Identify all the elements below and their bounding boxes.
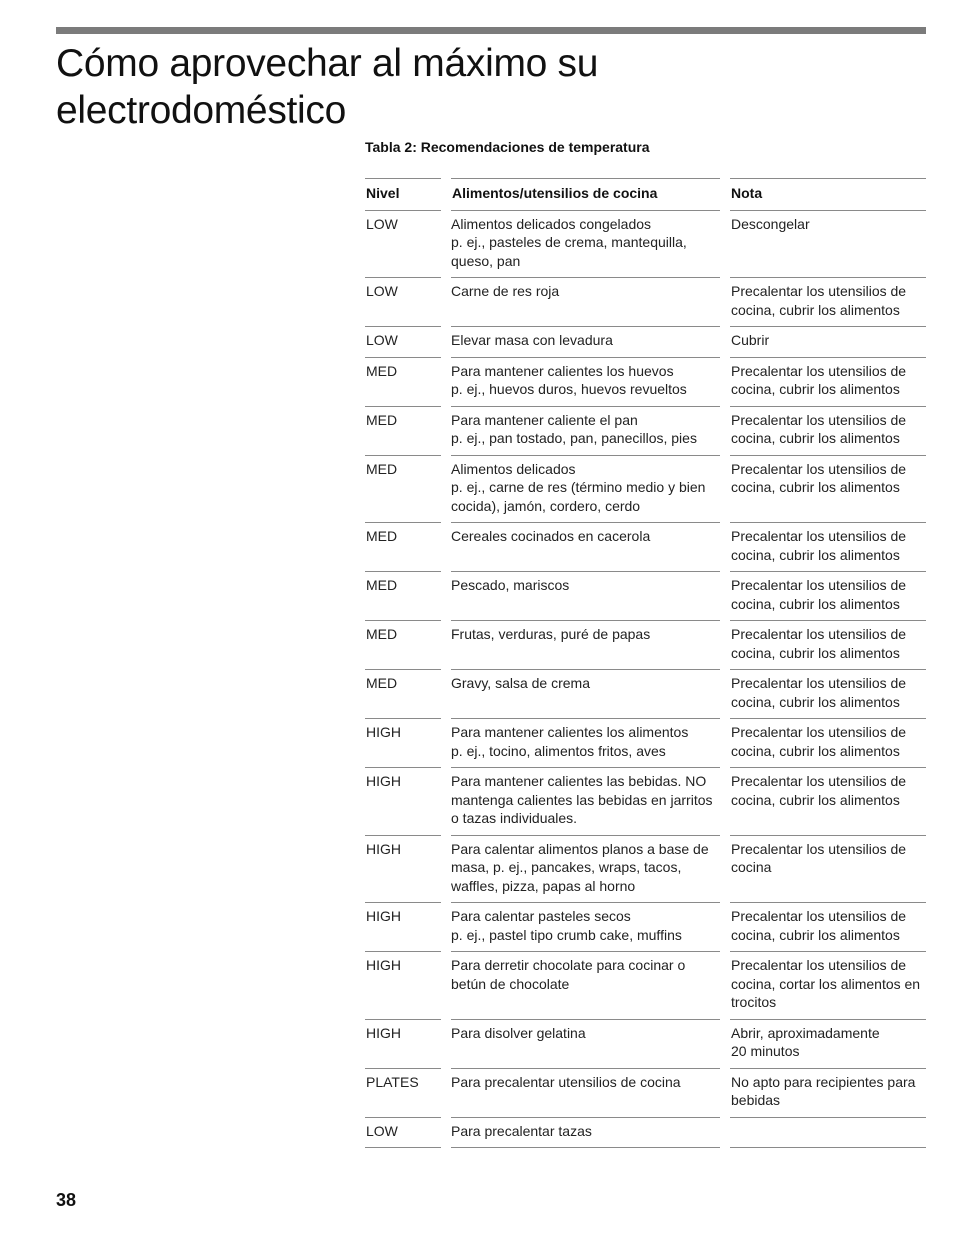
cell-level: HIGH [365,835,446,903]
table-row [365,327,926,358]
cell-note: Precalentar los utensilios de cocina, cortar los alimentos en trocitos [725,952,926,1020]
cell-food: Para derretir chocolate para cocinar o betún de chocolate [446,952,725,1020]
table-row [365,1019,926,1068]
table-row [365,357,926,406]
cell-food: Alimentos delicados p. ej., carne de res (término medio y bien cocida), jamón, cordero, cerdo [446,455,725,523]
cell-note: Cubrir [725,327,926,358]
table-row [365,278,926,327]
cell-food: Para mantener caliente el pan p. ej., pan tostado, pan, panecillos, pies [446,406,725,455]
cell-food: Para calentar pasteles secos p. ej., pastel tipo crumb cake, muffins [446,903,725,952]
table-row [365,952,926,1020]
cell-note: Precalentar los utensilios de cocina, cubrir los alimentos [725,768,926,836]
table-header-row [365,179,926,211]
cell-level: MED [365,455,446,523]
table-row [365,903,926,952]
cell-food: Cereales cocinados en cacerola [446,523,725,572]
table-row [365,210,926,278]
cell-food: Carne de res roja [446,278,725,327]
table-row [365,455,926,523]
table-row [365,572,926,621]
header-level: Nivel [365,179,446,211]
cell-note: Precalentar los utensilios de cocina, cubrir los alimentos [725,455,926,523]
cell-note: Precalentar los utensilios de cocina [725,835,926,903]
cell-level: HIGH [365,952,446,1020]
cell-level: HIGH [365,768,446,836]
cell-level: PLATES [365,1068,446,1117]
table-row [365,719,926,768]
table-row [365,1117,926,1148]
cell-food: Frutas, verduras, puré de papas [446,621,725,670]
cell-level: LOW [365,327,446,358]
page-title-line-2: electrodoméstico [56,89,347,132]
table-row [365,621,926,670]
header-note: Nota [725,179,926,211]
cell-note: Descongelar [725,210,926,278]
cell-note: Precalentar los utensilios de cocina, cubrir los alimentos [725,572,926,621]
cell-note: Precalentar los utensilios de cocina, cubrir los alimentos [725,278,926,327]
table-body [365,210,926,1148]
page-title-line-1: Cómo aprovechar al máximo su [56,42,599,85]
cell-level: LOW [365,1117,446,1148]
cell-note: Abrir, aproximadamente 20 minutos [725,1019,926,1068]
table-row [365,835,926,903]
cell-note: Precalentar los utensilios de cocina, cubrir los alimentos [725,523,926,572]
cell-note: Precalentar los utensilios de cocina, cubrir los alimentos [725,357,926,406]
table-row [365,768,926,836]
cell-note: Precalentar los utensilios de cocina, cubrir los alimentos [725,621,926,670]
cell-food: Para mantener calientes los alimentos p. ej., tocino, alimentos fritos, aves [446,719,725,768]
table-row [365,523,926,572]
cell-level: LOW [365,210,446,278]
cell-food: Pescado, mariscos [446,572,725,621]
cell-food: Gravy, salsa de crema [446,670,725,719]
cell-level: MED [365,523,446,572]
cell-note: No apto para recipientes para bebidas [725,1068,926,1117]
cell-food: Para precalentar utensilios de cocina [446,1068,725,1117]
cell-food: Para mantener calientes los huevos p. ej., huevos duros, huevos revueltos [446,357,725,406]
cell-level: MED [365,670,446,719]
top-rule [56,27,926,34]
cell-level: MED [365,406,446,455]
cell-note: Precalentar los utensilios de cocina, cubrir los alimentos [725,670,926,719]
cell-level: HIGH [365,719,446,768]
table-row [365,670,926,719]
cell-note: Precalentar los utensilios de cocina, cubrir los alimentos [725,903,926,952]
table-row [365,1068,926,1117]
cell-food: Para calentar alimentos planos a base de masa, p. ej., pancakes, wraps, tacos, waffles, pizza, papas al horno [446,835,725,903]
page-title [56,40,916,134]
cell-level: MED [365,572,446,621]
table-caption: Tabla 2: Recomendaciones de temperatura [365,139,650,155]
cell-food: Para disolver gelatina [446,1019,725,1068]
temperature-table [365,178,926,1148]
cell-note [725,1117,926,1148]
header-food: Alimentos/utensilios de cocina [446,179,725,211]
page-number: 38 [56,1190,77,1210]
cell-food: Para mantener calientes las bebidas. NO mantenga calientes las bebidas en jarritos o tazas individuales. [446,768,725,836]
cell-food: Alimentos delicados congelados p. ej., pasteles de crema, mantequilla, queso, pan [446,210,725,278]
cell-note: Precalentar los utensilios de cocina, cubrir los alimentos [725,719,926,768]
cell-note: Precalentar los utensilios de cocina, cubrir los alimentos [725,406,926,455]
table-row [365,406,926,455]
cell-level: LOW [365,278,446,327]
cell-level: MED [365,357,446,406]
cell-food: Para precalentar tazas [446,1117,725,1148]
cell-level: HIGH [365,1019,446,1068]
cell-level: HIGH [365,903,446,952]
cell-level: MED [365,621,446,670]
cell-food: Elevar masa con levadura [446,327,725,358]
